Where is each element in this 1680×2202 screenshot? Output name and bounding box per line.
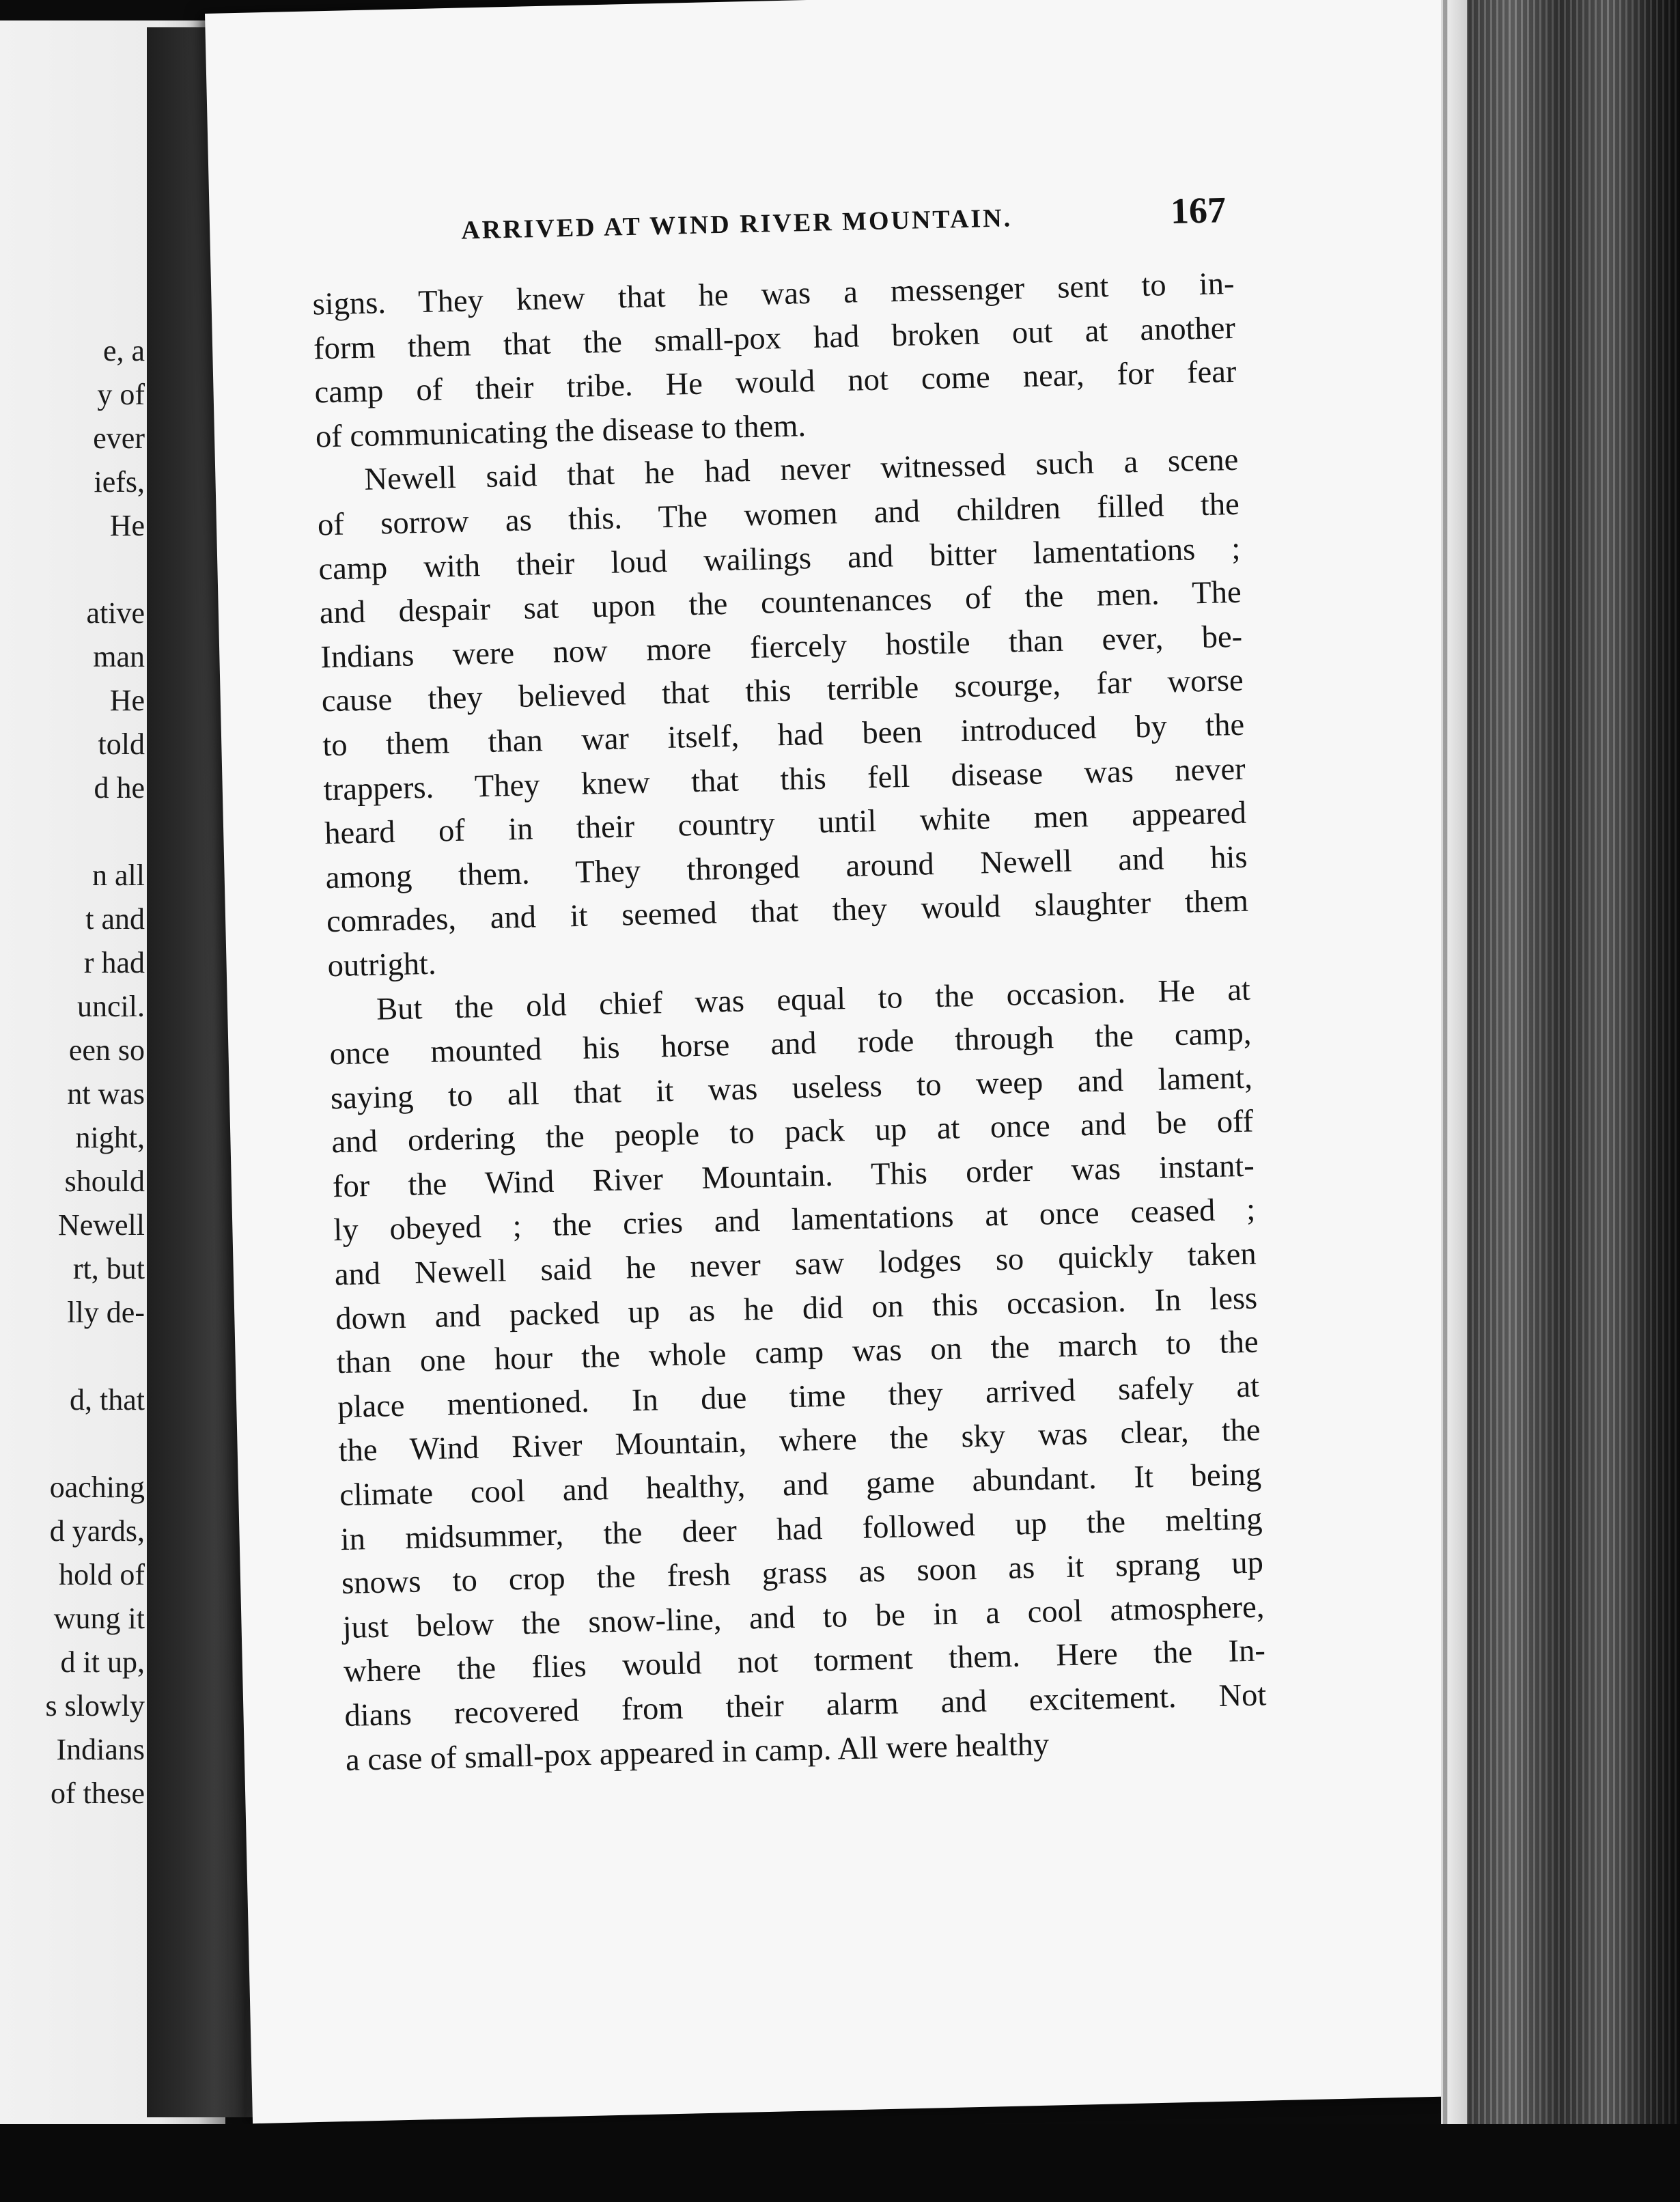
- facing-page-line: d it up,: [60, 1645, 145, 1679]
- book-page: [205, 0, 1523, 2123]
- text-line: to them than war itself, had been introduced by the: [322, 707, 1245, 764]
- text-line: climate cool and healthy, and game abundant. It being: [339, 1457, 1262, 1514]
- facing-page-line: rt, but: [72, 1252, 145, 1285]
- text-line: dians recovered from their alarm and excitement. Not: [344, 1677, 1267, 1733]
- facing-page-line: s slowly: [45, 1689, 145, 1723]
- facing-page-line: He: [109, 684, 145, 717]
- facing-page-line: e, a: [102, 334, 145, 367]
- text-line: of communicating the disease to them.: [315, 408, 807, 455]
- running-title: ARRIVED AT WIND RIVER MOUNTAIN.: [460, 204, 1013, 245]
- facing-page-line: wung it: [53, 1602, 145, 1635]
- text-line: for the Wind River Mountain. This order was instant-: [332, 1148, 1255, 1205]
- text-line: cause they believed that this terrible scourge, far worse: [321, 663, 1244, 719]
- text-line: signs. They knew that he was a messenger sent to in-: [312, 266, 1235, 322]
- facing-page-line: y of: [97, 378, 145, 411]
- text-line: But the old chief was equal to the occasion. He at: [376, 972, 1251, 1027]
- text-line: outright.: [327, 946, 437, 984]
- text-line: than one hour the whole camp was on the march to the: [336, 1324, 1259, 1381]
- facing-page-line: Newell: [57, 1208, 145, 1242]
- text-line: Indians were now more fiercely hostile than ever, be-: [320, 619, 1243, 675]
- page-edge-highlight: [1448, 0, 1467, 2202]
- scan-bottom-border: [0, 2124, 1680, 2202]
- facing-page-line: [0, 810, 145, 854]
- text-line: in midsummer, the deer had followed up the melting: [340, 1501, 1263, 1557]
- text-line: saying to all that it was useless to weep and lament,: [330, 1060, 1253, 1116]
- page-fore-edge: [1441, 0, 1680, 2202]
- text-line: camp with their loud wailings and bitter lamentations ;: [318, 531, 1241, 587]
- text-line: form them that the small-pox had broken out at another: [313, 310, 1236, 367]
- facing-page-line: t and: [85, 902, 145, 936]
- facing-page-line: [0, 1335, 145, 1378]
- facing-page-line: lly de-: [67, 1296, 145, 1329]
- facing-page-line: hold of: [59, 1558, 145, 1591]
- text-line: camp of their tribe. He would not come near, for fear: [314, 354, 1237, 410]
- text-line: just below the snow-line, and to be in a cool atmosphere,: [342, 1589, 1265, 1645]
- text-line: heard of in their country until white men appeared: [324, 795, 1247, 852]
- text-line: ly obeyed ; the cries and lamentations at once ceased ;: [333, 1193, 1256, 1249]
- text-line: and despair sat upon the countenances of the men. The: [319, 574, 1242, 631]
- text-line: and Newell said he never saw lodges so quickly taken: [334, 1236, 1257, 1293]
- text-line: once mounted his horse and rode through the camp,: [329, 1016, 1252, 1072]
- facing-page-line: n all: [92, 859, 145, 892]
- facing-page-line: man: [93, 640, 145, 673]
- text-line: comrades, and it seemed that they would slaughter them: [326, 883, 1249, 940]
- facing-page-line: oaching: [49, 1471, 145, 1504]
- facing-page-line: Indians: [56, 1733, 145, 1766]
- facing-page-line: uncil.: [77, 990, 145, 1023]
- facing-page-line: told: [98, 727, 145, 761]
- facing-page-line: night,: [75, 1121, 145, 1154]
- facing-page-text: [0, 329, 145, 1815]
- text-line: the Wind River Mountain, where the sky was clear, the: [338, 1412, 1261, 1469]
- facing-page-line: d he: [94, 771, 145, 805]
- facing-page-line: r had: [83, 946, 145, 979]
- facing-page-line: [0, 548, 145, 591]
- facing-page-line: iefs,: [94, 465, 145, 499]
- facing-page-line: d, that: [70, 1383, 145, 1417]
- text-line: Newell said that he had never witnessed such a scene: [363, 443, 1239, 498]
- body-text: [312, 262, 1268, 1783]
- facing-page-line: He: [109, 509, 145, 542]
- text-line: down and packed up as he did on this occasion. In less: [335, 1281, 1258, 1337]
- text-line: a case of small-pox appeared in camp. All were healthy: [345, 1727, 1050, 1778]
- facing-page-line: ever: [93, 421, 145, 455]
- text-line: snows to crop the fresh grass as soon as it sprang up: [341, 1545, 1264, 1602]
- page-number: 167: [1170, 189, 1227, 232]
- facing-page-line: of these: [50, 1776, 145, 1810]
- facing-page-line: een so: [68, 1033, 145, 1067]
- facing-page-line: nt was: [67, 1077, 145, 1111]
- facing-page-line: should: [64, 1165, 145, 1198]
- facing-page-line: d yards,: [49, 1514, 145, 1548]
- page-header: [460, 189, 1227, 260]
- text-line: and ordering the people to pack up at once and be off: [331, 1104, 1254, 1160]
- text-line: of sorrow as this. The women and children filled the: [317, 486, 1240, 543]
- text-line: where the flies would not torment them. Here the In-: [343, 1633, 1266, 1690]
- facing-page-line: [0, 1422, 145, 1466]
- facing-page-line: ative: [86, 596, 145, 630]
- text-line: place mentioned. In due time they arrived safely at: [337, 1369, 1260, 1425]
- text-line: trappers. They knew that this fell disease was never: [323, 751, 1246, 807]
- text-line: among them. They thronged around Newell and his: [325, 839, 1248, 896]
